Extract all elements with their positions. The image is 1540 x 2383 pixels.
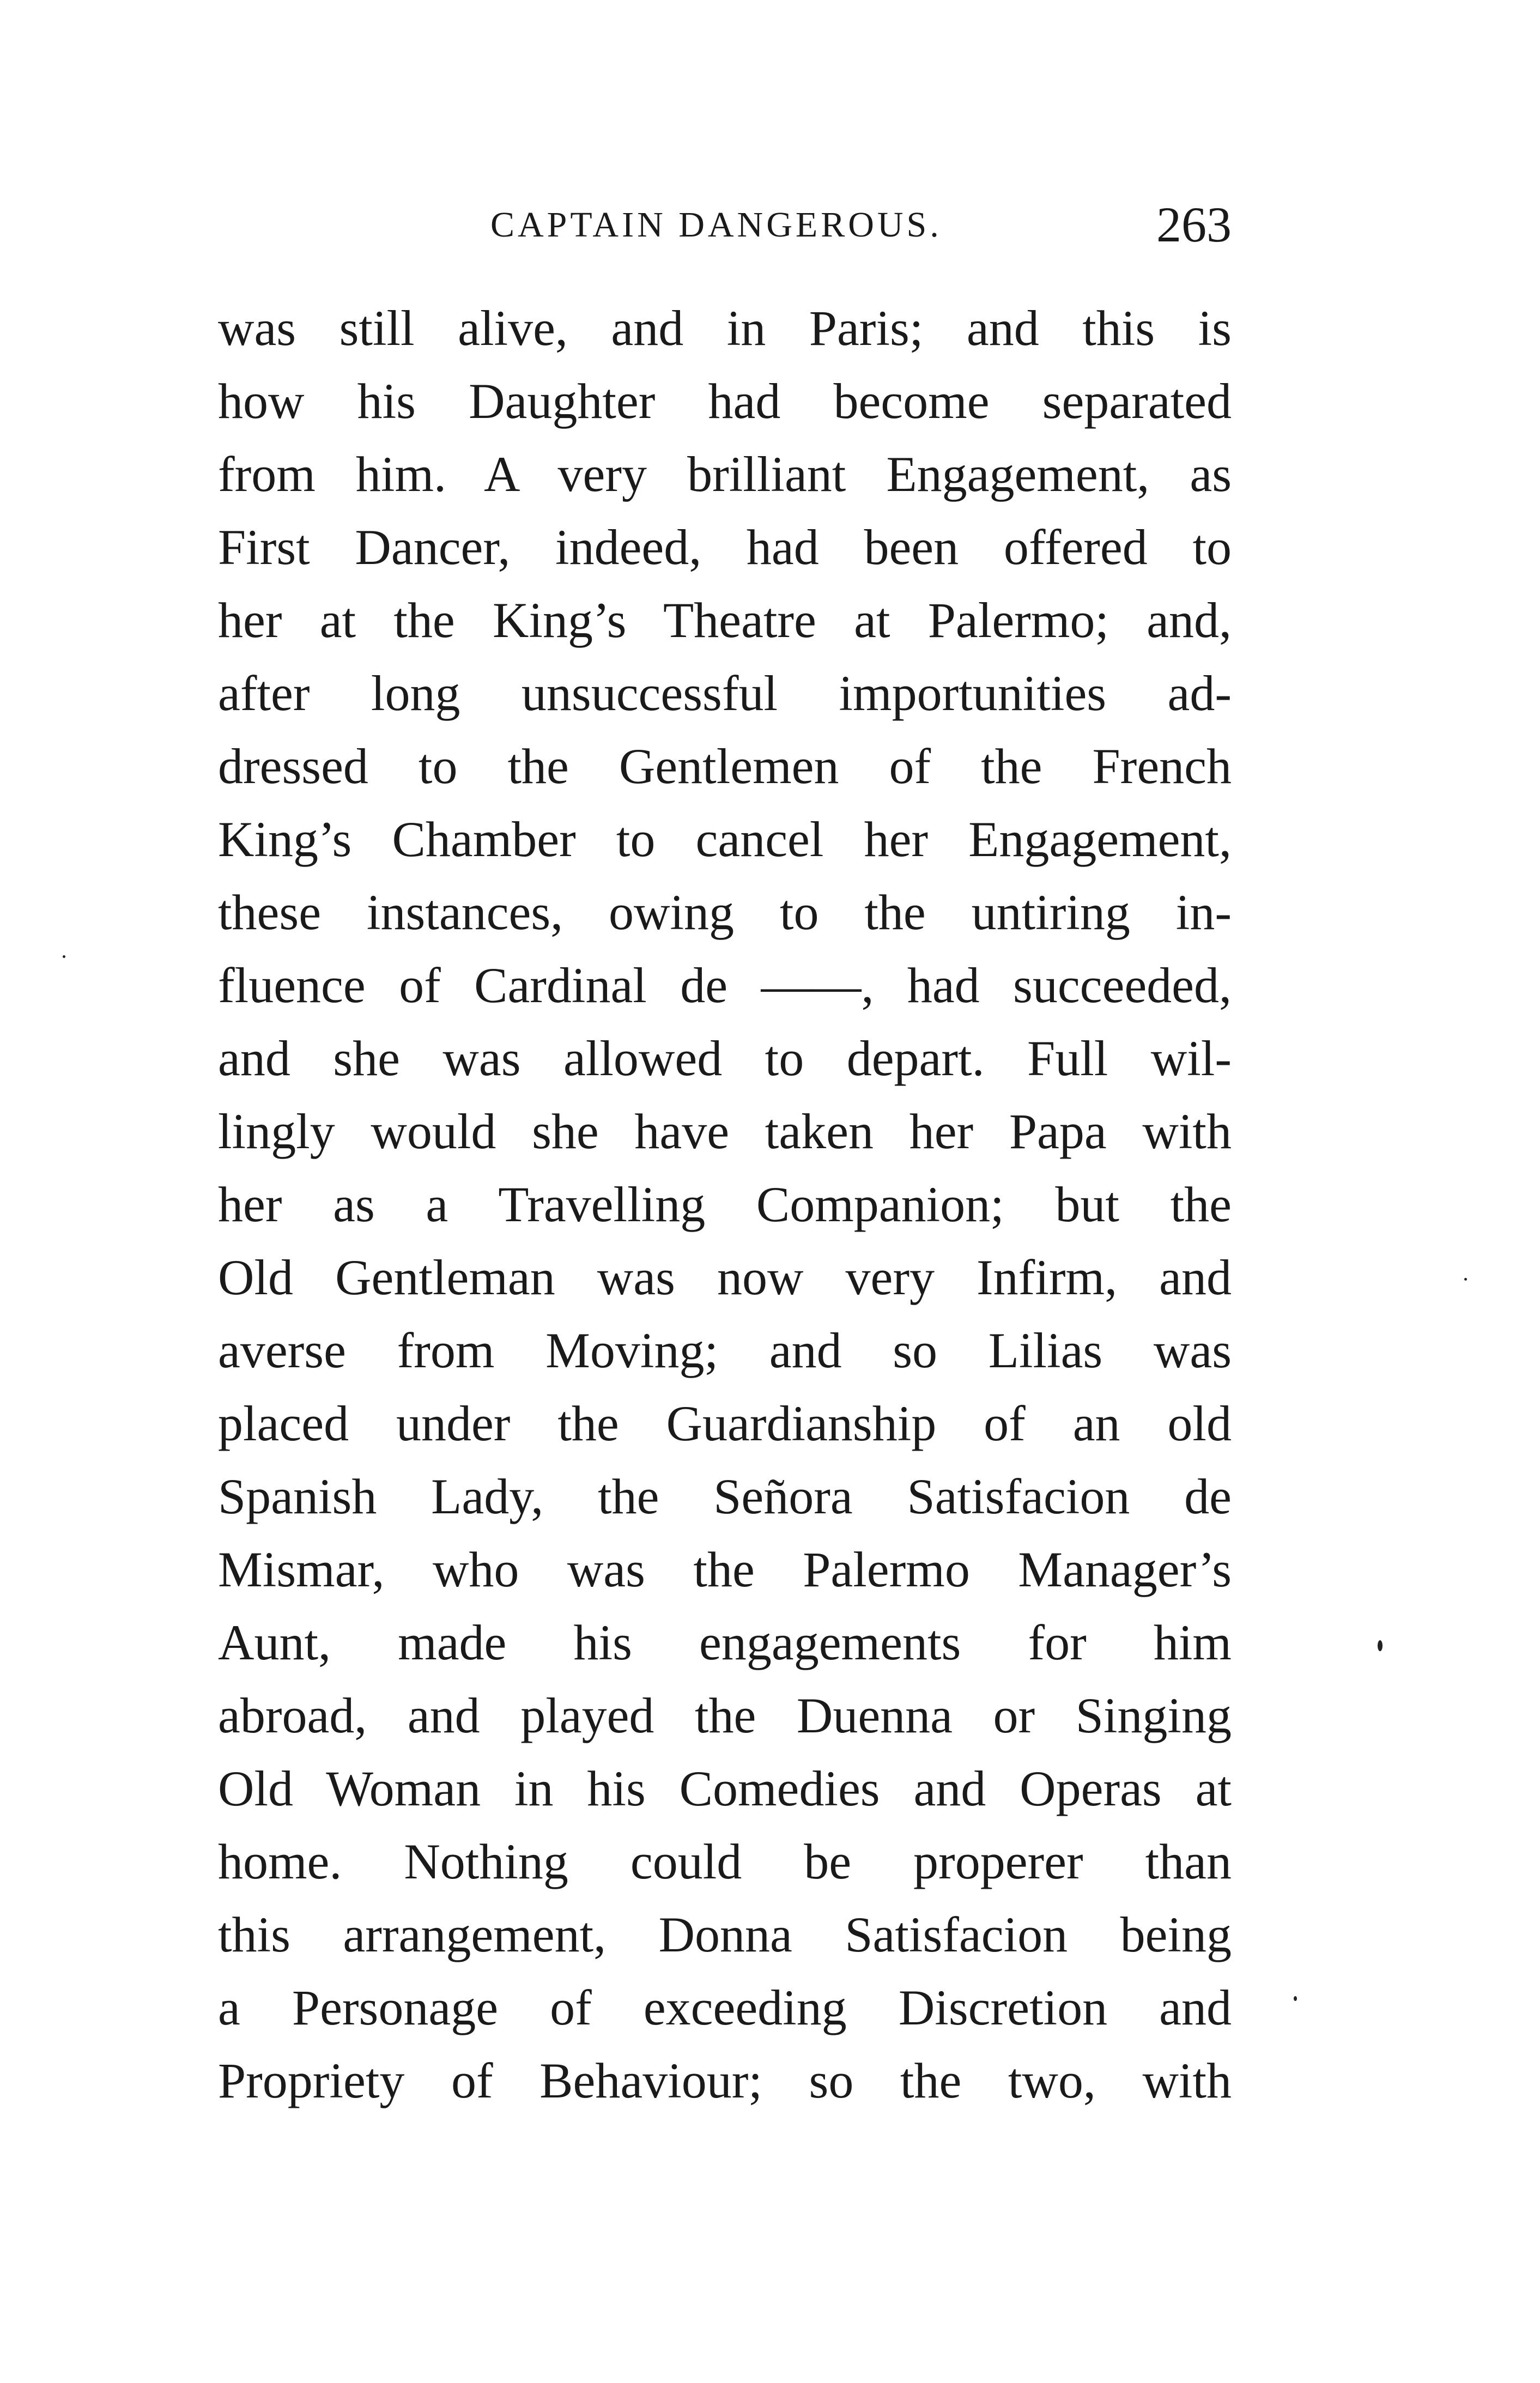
text-line: home. Nothing could be properer than xyxy=(218,1834,1232,1889)
text-line: and she was allowed to depart. Full wil- xyxy=(218,1030,1232,1086)
text-line: Old Gentleman was now very Infirm, and xyxy=(218,1250,1232,1305)
text-line: her at the King’s Theatre at Palermo; and, xyxy=(218,592,1232,648)
scan-speck xyxy=(1464,1278,1467,1281)
text-line: Old Woman in his Comedies and Operas at xyxy=(218,1761,1232,1816)
text-line: lingly would she have taken her Papa with xyxy=(218,1103,1232,1159)
text-line: Propriety of Behaviour; so the two, with xyxy=(218,2053,1232,2108)
scan-speck xyxy=(63,955,65,958)
text-line: from him. A very brilliant Engagement, as xyxy=(218,446,1232,502)
text-line: King’s Chamber to cancel her Engagement, xyxy=(218,811,1232,867)
page-number: 263 xyxy=(1156,197,1232,252)
running-head xyxy=(218,197,1232,252)
text-line: placed under the Guardianship of an old xyxy=(218,1396,1232,1451)
scan-speck xyxy=(1294,1996,1297,2001)
text-line: her as a Travelling Companion; but the xyxy=(218,1177,1232,1232)
text-line: Aunt, made his engagements for him xyxy=(218,1615,1232,1670)
text-line: was still alive, and in Paris; and this is xyxy=(218,300,1232,356)
text-line: fluence of Cardinal de ——, had succeeded, xyxy=(218,957,1232,1013)
text-line: this arrangement, Donna Satisfacion being xyxy=(218,1907,1232,1962)
scan-speck xyxy=(1378,1640,1383,1651)
text-line: abroad, and played the Duenna or Singing xyxy=(218,1688,1232,1743)
text-line: these instances, owing to the untiring in- xyxy=(218,884,1232,940)
text-line: First Dancer, indeed, had been offered to xyxy=(218,519,1232,575)
text-line: a Personage of exceeding Discretion and xyxy=(218,1980,1232,2035)
text-line: averse from Moving; and so Lilias was xyxy=(218,1323,1232,1378)
text-line: Mismar, who was the Palermo Manager’s xyxy=(218,1542,1232,1597)
running-title: CAPTAIN DANGEROUS. xyxy=(490,205,942,245)
text-line: Spanish Lady, the Señora Satisfacion de xyxy=(218,1469,1232,1524)
body-text xyxy=(218,292,1232,2117)
text-line: after long unsuccessful importunities ad- xyxy=(218,665,1232,721)
text-line: how his Daughter had become separated xyxy=(218,373,1232,429)
text-line: dressed to the Gentlemen of the French xyxy=(218,738,1232,794)
